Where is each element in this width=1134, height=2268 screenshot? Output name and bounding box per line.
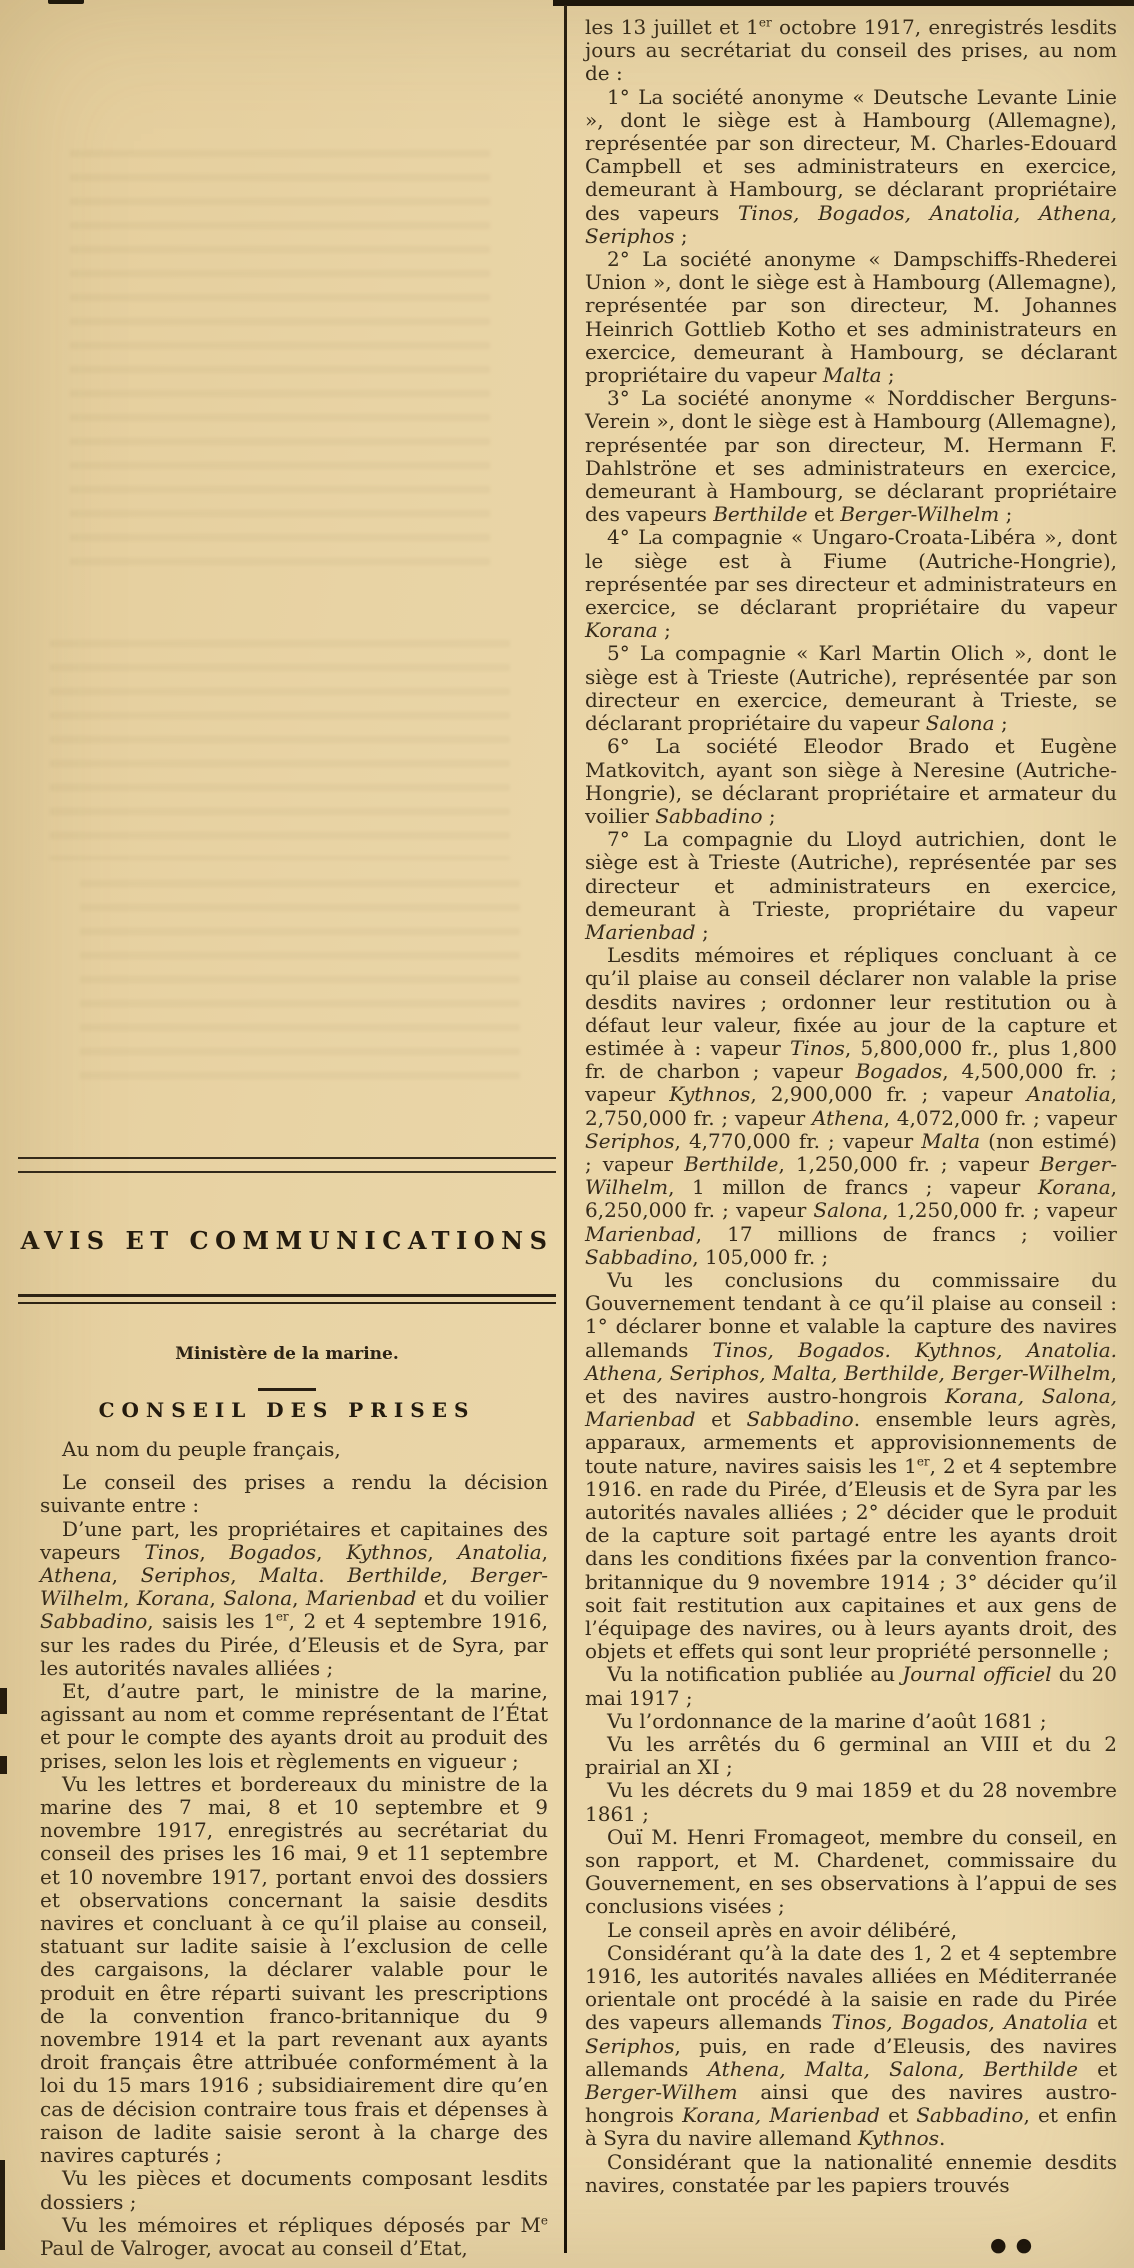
paragraph: 6° La société Eleodor Brado et Eugène Matkovitch, ayant son siège à Neresine (Autriche-Hongrie), se déclarant propriétaire et armateur du voilier Sabbadino ;	[585, 734, 1117, 828]
bleedthrough-texture	[80, 880, 520, 1080]
section-header: AVIS ET COMMUNICATIONS	[20, 1226, 554, 1255]
section-rule-bottom	[18, 1294, 556, 1304]
bleedthrough-texture	[70, 150, 490, 570]
paragraph: 4° La compagnie « Ungaro-Croata-Libéra », dont le siège est à Fiume (Autriche-Hongrie), représentée par ses directeur et administrateurs en exercice, se déclarant propriétaire du vapeur Korana ;	[585, 525, 1117, 643]
paragraph: Vu les décrets du 9 mai 1859 et du 28 novembre 1861 ;	[585, 1778, 1117, 1826]
paragraph: D’une part, les propriétaires et capitaines des vapeurs Tinos, Bogados, Kythnos, Anatolia, Athena, Seriphos, Malta. Berthilde, Berger-Wilhelm, Korana, Salona, Marienbad et du voilier Sabbadino, saisis les 1er, 2 et 4 septembre 1916, sur les rades du Pirée, d’Eleusis et de Syra, par les autorités navales alliées ;	[40, 1516, 549, 1680]
paragraph: 7° La compagnie du Lloyd autrichien, dont le siège est à Trieste (Autriche), représentée par ses directeur et administrateurs en exercice, demeurant à Trieste, propriétaire du vapeur Marienbad ;	[585, 827, 1117, 944]
paragraph: les 13 juillet et 1er octobre 1917, enregistrés lesdits jours au secrétariat du conseil des prises, au nom de :	[585, 15, 1117, 86]
paragraph: Vu l’ordonnance de la marine d’août 1681 ;	[607, 1708, 1047, 1733]
scan-edge-mark	[0, 1688, 7, 1714]
paragraph: Considérant que la nationalité ennemie desdits navires, constatée par les papiers trouvés	[585, 2149, 1117, 2197]
end-ornament-dots: ●●	[990, 2234, 1042, 2256]
left-column-body	[40, 1438, 548, 2260]
paragraph: Et, d’autre part, le ministre de la marine, agissant au nom et comme représentant de l’État et pour le compte des ayants droit au produit des prises, selon les lois et règlements en vigueur ;	[40, 1679, 548, 1773]
paragraph: Vu les pièces et documents composant lesdits dossiers ;	[40, 2166, 548, 2214]
bleedthrough-texture	[50, 640, 510, 860]
paragraph: 3° La société anonyme « Norddischer Berguns-Verein », dont le siège est à Hambourg (Allemagne), représentée par son directeur, M. Hermann F. Dahlströne et ses administrateurs en exercice, demeurant à Hambourg, se déclarant propriétaire des vapeurs Berthilde et Berger-Wilhelm ;	[585, 386, 1117, 527]
paragraph: Considérant qu’à la date des 1, 2 et 4 septembre 1916, les autorités navales alliées en Méditerranée orientale ont procédé à la saisie en rade du Pirée des vapeurs allemands Tinos, Bogados, Anatolia et Seriphos, puis, en rade d’Eleusis, des navires allemands Athena, Malta, Salona, Berthilde et Berger-Wilhem ainsi que des navires austro-hongrois Korana, Marienbad et Sabbadino, et enfin à Syra du navire allemand Kythnos.	[585, 1940, 1117, 2151]
paragraph: Vu la notification publiée au Journal officiel du 20 mai 1917 ;	[585, 1662, 1117, 1710]
ministry-rule	[258, 1388, 316, 1391]
paragraph: Lesdits mémoires et répliques concluant à ce qu’il plaise au conseil déclarer non valable la prise desdits navires ; ordonner leur restitution ou à défaut leur valeur, fixée au jour de la capture et estimée à : vapeur Tinos, 5,800,000 fr., plus 1,800 fr. de charbon ; vapeur Bogados, 4,500,000 fr. ; vapeur Kythnos, 2,900,000 fr. ; vapeur Anatolia, 2,750,000 fr. ; vapeur Athena, 4,072,000 fr. ; vapeur Seriphos, 4,770,000 fr. ; vapeur Malta (non estimé) ; vapeur Berthilde, 1,250,000 fr. ; vapeur Berger-Wilhelm, 1 millon de francs ; vapeur Korana, 6,250,000 fr. ; vapeur Salona, 1,250,000 fr. ; vapeur Marienbad, 17 millions de francs ; voilier Sabbadino, 105,000 fr. ;	[585, 943, 1117, 1269]
paragraph: Vu les arrêtés du 6 germinal an VIII et du 2 prairial an XI ;	[585, 1732, 1117, 1780]
paragraph: Vu les conclusions du commissaire du Gouvernement tendant à ce qu’il plaise au conseil : 1° déclarer bonne et valable la capture des navires allemands Tinos, Bogados. Kythnos, Anatolia. Athena, Seriphos, Malta, Berthilde, Berger-Wilhelm, et des navires austro-hongrois Korana, Salona, Marienbad et Sabbadino. ensemble leurs agrès, apparaux, armements et approvisionnements de toute nature, navires saisis les 1er, 2 et 4 septembre 1916. en rade du Pirée, d’Eleusis et de Syra par les autorités navales alliées ; 2° décider que le produit de la capture soit partagé entre les ayants droit dans les conditions fixées par la convention franco-britannique du 9 novembre 1914 ; 3° décider qu’il soit fait restitution aux capitaines et aux gens de l’équipage des navires, ou à leurs ayants droit, des objets et effets qui sont leur propriété personnelle ;	[585, 1267, 1117, 1664]
paragraph: Vu les mémoires et répliques déposés par Me Paul de Valroger, avocat au conseil d’Etat,	[40, 2212, 548, 2260]
paragraph: Ouï M. Henri Fromageot, membre du conseil, en son rapport, et M. Chardenet, commissaire du Gouvernement, en ses observations à l’appui de ses conclusions visées ;	[585, 1824, 1117, 1919]
paragraph: 1° La société anonyme « Deutsche Levante Linie », dont le siège est à Hambourg (Allemagne), représentée par son directeur, M. Charles-Edouard Campbell et ses administrateurs en exercice, demeurant à Hambourg, se déclarant propriétaire des vapeurs Tinos, Bogados, Anatolia, Athena, Seriphos ;	[585, 84, 1117, 248]
right-column-body	[585, 16, 1117, 2197]
article-title: CONSEIL DES PRISES	[98, 1398, 476, 1422]
paragraph: Au nom du peuple français,	[62, 1437, 341, 1461]
scan-edge-mark	[0, 1756, 7, 1774]
paragraph: Le conseil après en avoir délibéré,	[607, 1917, 958, 1942]
scan-edge-bar	[553, 0, 1134, 6]
ministry-heading: Ministère de la marine.	[175, 1344, 399, 1364]
paragraph: 5° La compagnie « Karl Martin Olich », dont le siège est à Trieste (Autriche), représentée par son directeur en exercice, demeurant à Trieste, se déclarant propriétaire du vapeur Salona ;	[585, 641, 1117, 736]
scan-edge-mark	[0, 2160, 5, 2250]
paragraph: Vu les lettres et bordereaux du ministre de la marine des 7 mai, 8 et 10 septembre et 9 novembre 1917, enregistrés au secrétariat du conseil des prises les 16 mai, 9 et 11 septembre et 10 novembre 1917, portant envoi des dossiers et observations concernant la saisie desdits navires et concluant à ce qu’il plaise au conseil, statuant sur ladite saisie à l’exclusion de celle des cargaisons, la déclarer valable pour le produit en être réparti suivant les prescriptions de la convention franco-britannique du 9 novembre 1914 et la part revenant aux ayants droit français être attribuée conformément à la loi du 15 mars 1916 ; subsidiairement dire qu’en cas de décision contraire tous frais et dépenses à raison de ladite saisie seront à la charge des navires capturés ;	[40, 1771, 548, 2168]
scan-edge-mark	[48, 0, 84, 4]
paragraph: Le conseil des prises a rendu la décision suivante entre :	[40, 1470, 548, 1518]
column-divider-rule	[564, 5, 567, 2253]
section-rule-top	[18, 1157, 556, 1173]
paragraph: 2° La société anonyme « Dampschiffs-Rhederei Union », dont le siège est à Hambourg (Allemagne), représentée par son directeur, M. Johannes Heinrich Gottlieb Kotho et ses administrateurs en exercice, demeurant à Hambourg, se déclarant propriétaire du vapeur Malta ;	[585, 247, 1117, 388]
